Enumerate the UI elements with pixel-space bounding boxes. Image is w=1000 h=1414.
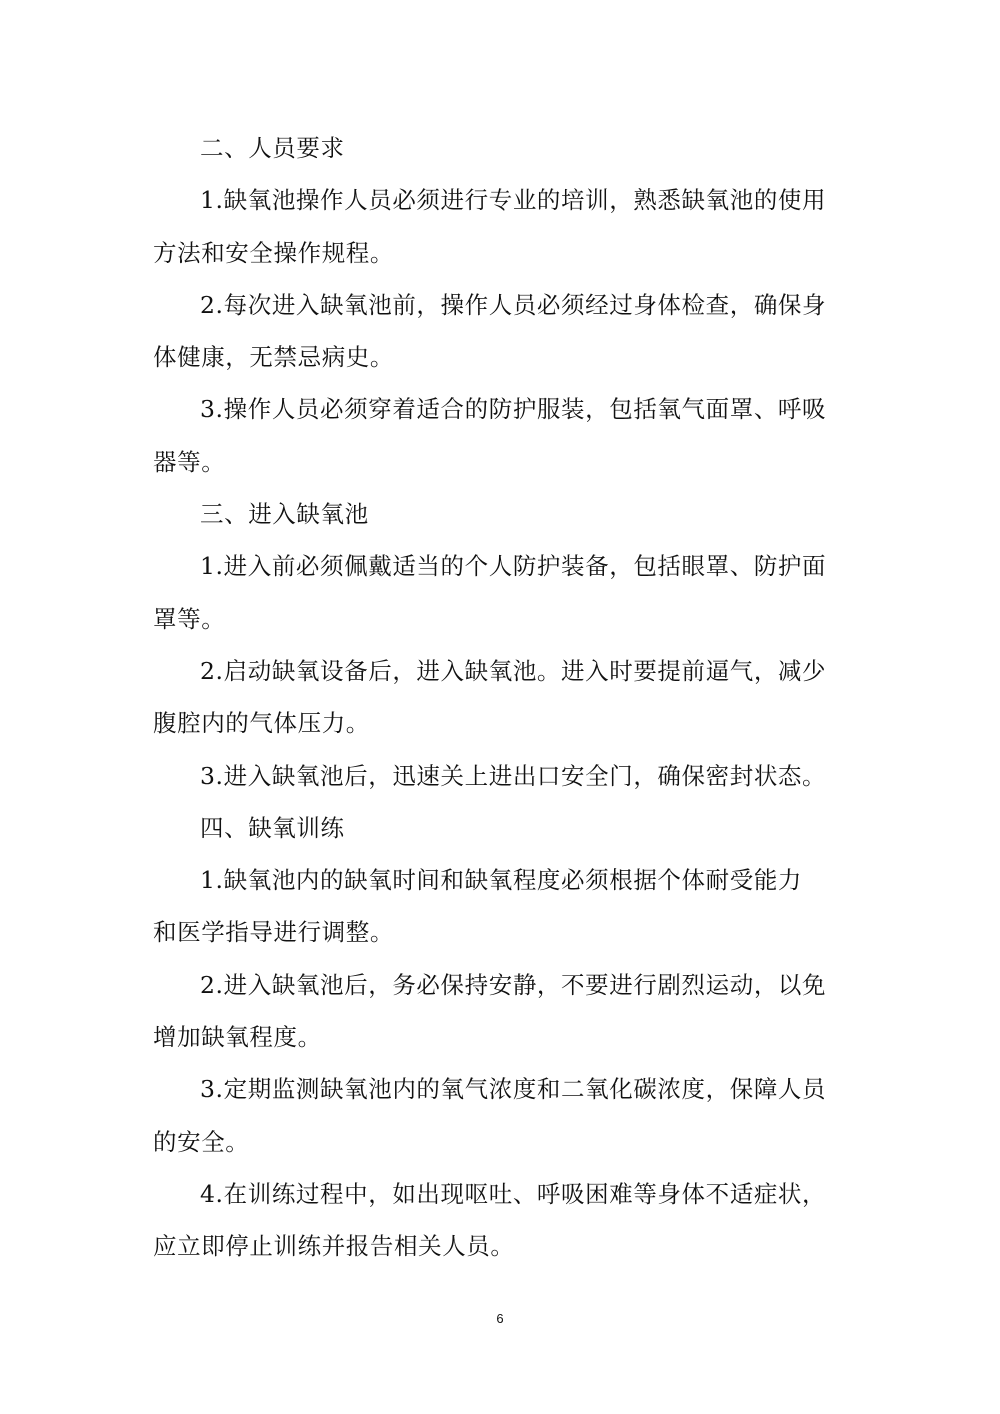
list-item-paragraph (153, 1072, 850, 1177)
text-line: 1.缺氧池内的缺氧时间和缺氧程度必须根据个体耐受能力 (200, 866, 803, 895)
list-item-paragraph (153, 759, 850, 811)
text-line: 和医学指导进行调整。 (153, 918, 394, 947)
text-line: 2.启动缺氧设备后，进入缺氧池。进入时要提前逼气，减少 (200, 656, 827, 685)
text-line: 罩等。 (153, 604, 226, 633)
text-line: 应立即停止训练并报告相关人员。 (153, 1232, 515, 1261)
text-line: 3.操作人员必须穿着适合的防护服装，包括氧气面罩、呼吸 (200, 395, 827, 424)
text-line: 2.每次进入缺氧池前，操作人员必须经过身体检查，确保身 (200, 290, 827, 319)
list-item-paragraph (153, 392, 850, 497)
text-line: 三、进入缺氧池 (200, 500, 369, 529)
list-item-paragraph (153, 1177, 850, 1282)
section-heading (153, 811, 850, 863)
document-body (153, 131, 850, 1282)
list-item-paragraph (153, 288, 850, 393)
section-heading (153, 497, 850, 549)
section-heading (153, 131, 850, 183)
text-line: 4.在训练过程中，如出现呕吐、呼吸困难等身体不适症状， (200, 1179, 827, 1208)
text-line: 增加缺氧程度。 (153, 1023, 322, 1052)
list-item-paragraph (153, 549, 850, 654)
list-item-paragraph (153, 863, 850, 968)
page-number: 6 (496, 1311, 504, 1326)
text-line: 方法和安全操作规程。 (153, 238, 394, 267)
list-item-paragraph (153, 654, 850, 759)
text-line: 1.进入前必须佩戴适当的个人防护装备，包括眼罩、防护面 (200, 552, 827, 581)
text-line: 1.缺氧池操作人员必须进行专业的培训，熟悉缺氧池的使用 (200, 186, 827, 215)
list-item-paragraph (153, 183, 850, 288)
list-item-paragraph (153, 968, 850, 1073)
text-line: 二、人员要求 (200, 134, 345, 162)
text-line: 体健康，无禁忌病史。 (153, 343, 394, 372)
text-line: 器等。 (153, 447, 226, 476)
text-line: 的安全。 (153, 1127, 250, 1156)
text-line: 3.定期监测缺氧池内的氧气浓度和二氧化碳浓度，保障人员 (200, 1075, 827, 1104)
text-line: 2.进入缺氧池后，务必保持安静，不要进行剧烈运动，以免 (200, 970, 827, 999)
text-line: 3.进入缺氧池后，迅速关上进出口安全门，确保密封状态。 (200, 761, 827, 790)
text-line: 腹腔内的气体压力。 (153, 709, 370, 738)
text-line: 四、缺氧训练 (200, 813, 345, 842)
